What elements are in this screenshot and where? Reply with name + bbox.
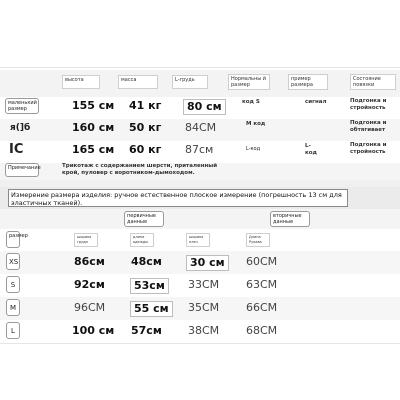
measurement-subheader-row bbox=[0, 209, 400, 229]
cell-shoulder-width: 38CM bbox=[188, 324, 220, 337]
cell-garment-length: 55 см bbox=[130, 301, 173, 317]
cell-fit: Подгонка и обтягивает bbox=[350, 120, 387, 133]
row-label: маленький размер bbox=[5, 98, 39, 114]
cell-chest: 87см bbox=[185, 143, 214, 156]
cell-size-example: сигнал bbox=[305, 99, 327, 105]
note-label: Примечание bbox=[5, 163, 39, 177]
size-label: XS bbox=[6, 253, 20, 270]
row-label: IC bbox=[9, 142, 24, 157]
row-label: я(]б bbox=[10, 123, 31, 133]
cell-normal-size: М код bbox=[246, 121, 266, 127]
section-gap bbox=[0, 180, 400, 187]
header-height: высота bbox=[62, 75, 100, 89]
cell-chest-width: 86см bbox=[74, 255, 105, 268]
header-size-example: пример размера bbox=[288, 74, 328, 90]
size-label: S bbox=[6, 276, 20, 293]
cell-chest-width: 92см bbox=[74, 278, 105, 291]
header-weight: масса bbox=[118, 75, 158, 89]
cell-chest: 80 см bbox=[183, 99, 226, 115]
cell-shoulder-width: 30 см bbox=[186, 255, 229, 271]
cell-sleeve-length: 60CM bbox=[246, 255, 278, 268]
cell-sleeve-length: 68CM bbox=[246, 324, 278, 337]
cell-weight: 50 кг bbox=[129, 121, 162, 134]
header-shoulder-width: ширина плеч bbox=[186, 233, 210, 247]
cell-height: 155 см bbox=[72, 99, 115, 112]
cell-chest-width: 96CM bbox=[74, 301, 106, 314]
note-text: Трикотаж с содержанием шерсти, приталенный крой, пуловер с воротником-дымоходом. bbox=[62, 163, 218, 176]
cell-garment-length: 48см bbox=[131, 255, 162, 268]
header-normal-size: Нормальны й размер bbox=[228, 74, 270, 90]
cell-weight: 41 кг bbox=[129, 99, 162, 112]
header-garment-length: длина одежды bbox=[130, 233, 154, 247]
measurement-title: Измерение размера изделия: ручное естественное плоское измерение (погрешность 13 см для эластичных тканей). bbox=[8, 189, 348, 207]
cell-chest-width: 100 см bbox=[72, 324, 115, 337]
cell-size-example: L-код bbox=[305, 143, 317, 156]
cell-sleeve-length: 66CM bbox=[246, 301, 278, 314]
cell-sleeve-length: 63CM bbox=[246, 278, 278, 291]
cell-garment-length: 57см bbox=[131, 324, 162, 337]
cell-garment-length: 53см bbox=[130, 278, 169, 294]
header-chest: L-грудь bbox=[172, 75, 208, 89]
cell-fit: Подгонка и стройность bbox=[350, 98, 387, 111]
header-chest-width: ширина груди bbox=[74, 233, 98, 247]
cell-height: 165 см bbox=[72, 143, 115, 156]
cell-size-example bbox=[305, 121, 325, 135]
cell-fit: Подгонка и стройность bbox=[350, 142, 387, 155]
size-label: M bbox=[6, 299, 20, 316]
header-size: размер bbox=[6, 231, 20, 248]
cell-normal-size: L-код bbox=[246, 146, 261, 152]
cell-height: 160 см bbox=[72, 121, 115, 134]
top-divider bbox=[0, 67, 400, 68]
size-label: L bbox=[6, 322, 20, 339]
header-fit: Состояние повязки bbox=[350, 74, 396, 90]
header-sleeve-length: Длина Рукава bbox=[246, 233, 270, 247]
cell-shoulder-width: 33CM bbox=[188, 278, 220, 291]
group-primary-label: первичные данные bbox=[124, 211, 164, 227]
cell-weight: 60 кг bbox=[129, 143, 162, 156]
cell-normal-size: код S bbox=[242, 99, 260, 105]
cell-shoulder-width: 35CM bbox=[188, 301, 220, 314]
bottom-divider bbox=[0, 343, 400, 344]
group-secondary-label: вторичные данные bbox=[270, 211, 310, 227]
cell-chest: 84СМ bbox=[185, 121, 217, 134]
